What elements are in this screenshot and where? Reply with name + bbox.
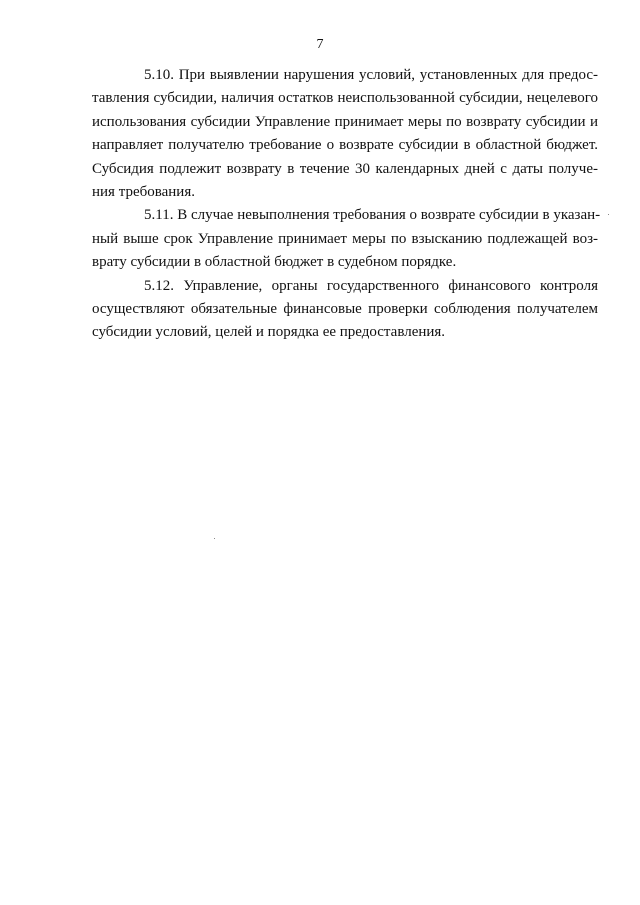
paragraph-line: Субсидия подлежит возврату в течение 30 календарных дней с даты получе- [92, 160, 598, 177]
paragraph-5-10 [92, 64, 598, 204]
scan-speck [608, 214, 609, 215]
paragraph-5-12 [92, 275, 598, 345]
paragraph-line: ный выше срок Управление принимает меры по взысканию подлежащей воз- [92, 230, 598, 247]
paragraph-5-11 [92, 204, 601, 274]
scan-speck [214, 538, 215, 539]
paragraph-line: использования субсидии Управление принимает меры по возврату субсидии и [92, 113, 598, 130]
paragraph-line: субсидии условий, целей и порядка ее предоставления. [92, 324, 446, 341]
paragraph-line: направляет получателю требование о возврате субсидии в областной бюджет. [92, 137, 598, 154]
paragraph-line: ния требования. [92, 184, 195, 201]
page-number: 7 [316, 37, 324, 52]
paragraph-line: тавления субсидии, наличия остатков неиспользованной субсидии, нецелевого [92, 90, 598, 107]
paragraph-line: врату субсидии в областной бюджет в судебном порядке. [92, 254, 457, 271]
paragraph-line: 5.10. При выявлении нарушения условий, установленных для предос- [144, 67, 598, 83]
paragraph-line: осуществляют обязательные финансовые проверки соблюдения получателем [92, 301, 598, 318]
paragraph-line: 5.12. Управление, органы государственного финансового контроля [144, 277, 598, 294]
document-body [92, 64, 601, 345]
paragraph-line: 5.11. В случае невыполнения требования о возврате субсидии в указан- [144, 207, 601, 224]
